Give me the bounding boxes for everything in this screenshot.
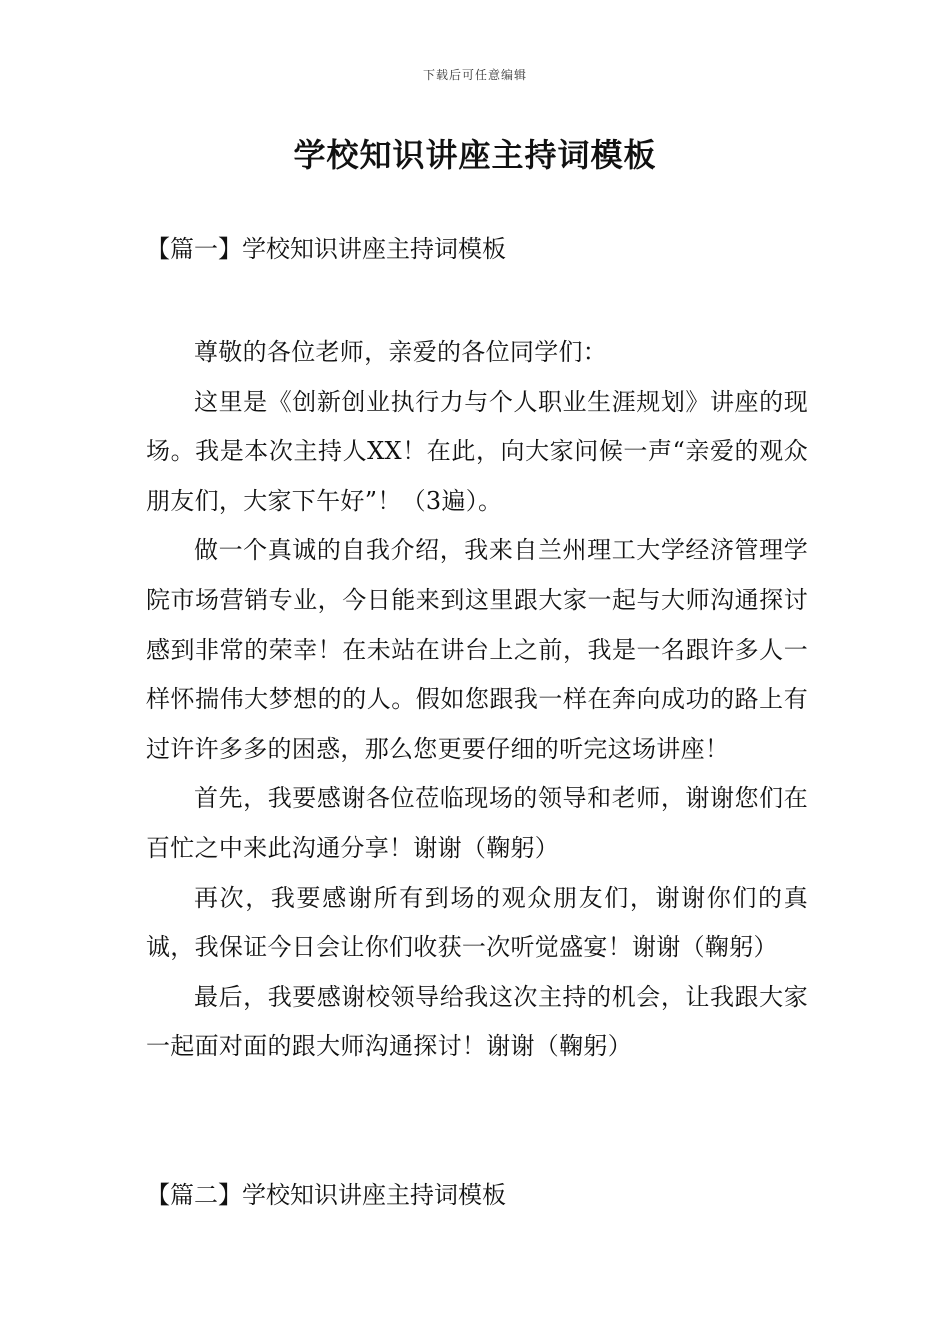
document-title: 学校知识讲座主持词模板 bbox=[293, 136, 657, 174]
paragraph-welcome: 这里是《创新创业执行力与个人职业生涯规划》讲座的现场。我是本次主持人XX！在此，向大家问候一声“亲爱的观众朋友们，大家下午好”！（3遍）。 bbox=[146, 387, 808, 515]
paragraph-thanks-audience: 再次，我要感谢所有到场的观众朋友们，谢谢你们的真诚，我保证今日会让你们收获一次听觉盛宴！谢谢（鞠躬） bbox=[146, 883, 808, 962]
paragraph-greeting: 尊敬的各位老师，亲爱的各位同学们： bbox=[194, 338, 608, 366]
paragraph-self-introduction: 做一个真诚的自我介绍，我来自兰州理工大学经济管理学院市场营销专业，今日能来到这里跟大家一起与大师沟通探讨感到非常的荣幸！在未站在讲台上之前，我是一名跟许多人一样怀揣伟大梦想的的人。假如您跟我一样在奔向成功的路上有过许许多多的困惑，那么您更要仔细的听完这场讲座！ bbox=[146, 536, 808, 763]
paragraph-thanks-school: 最后，我要感谢校领导给我这次主持的机会，让我跟大家一起面对面的跟大师沟通探讨！谢谢（鞠躬） bbox=[146, 982, 808, 1061]
section-1-body bbox=[146, 328, 808, 1072]
section-heading-1: 【篇一】学校知识讲座主持词模板 bbox=[146, 235, 506, 263]
section-heading-2: 【篇二】学校知识讲座主持词模板 bbox=[146, 1181, 506, 1209]
page-header-note: 下载后可任意编辑 bbox=[422, 68, 527, 82]
paragraph-thanks-leaders: 首先，我要感谢各位莅临现场的领导和老师，谢谢您们在百忙之中来此沟通分享！谢谢（鞠躬） bbox=[146, 784, 808, 862]
